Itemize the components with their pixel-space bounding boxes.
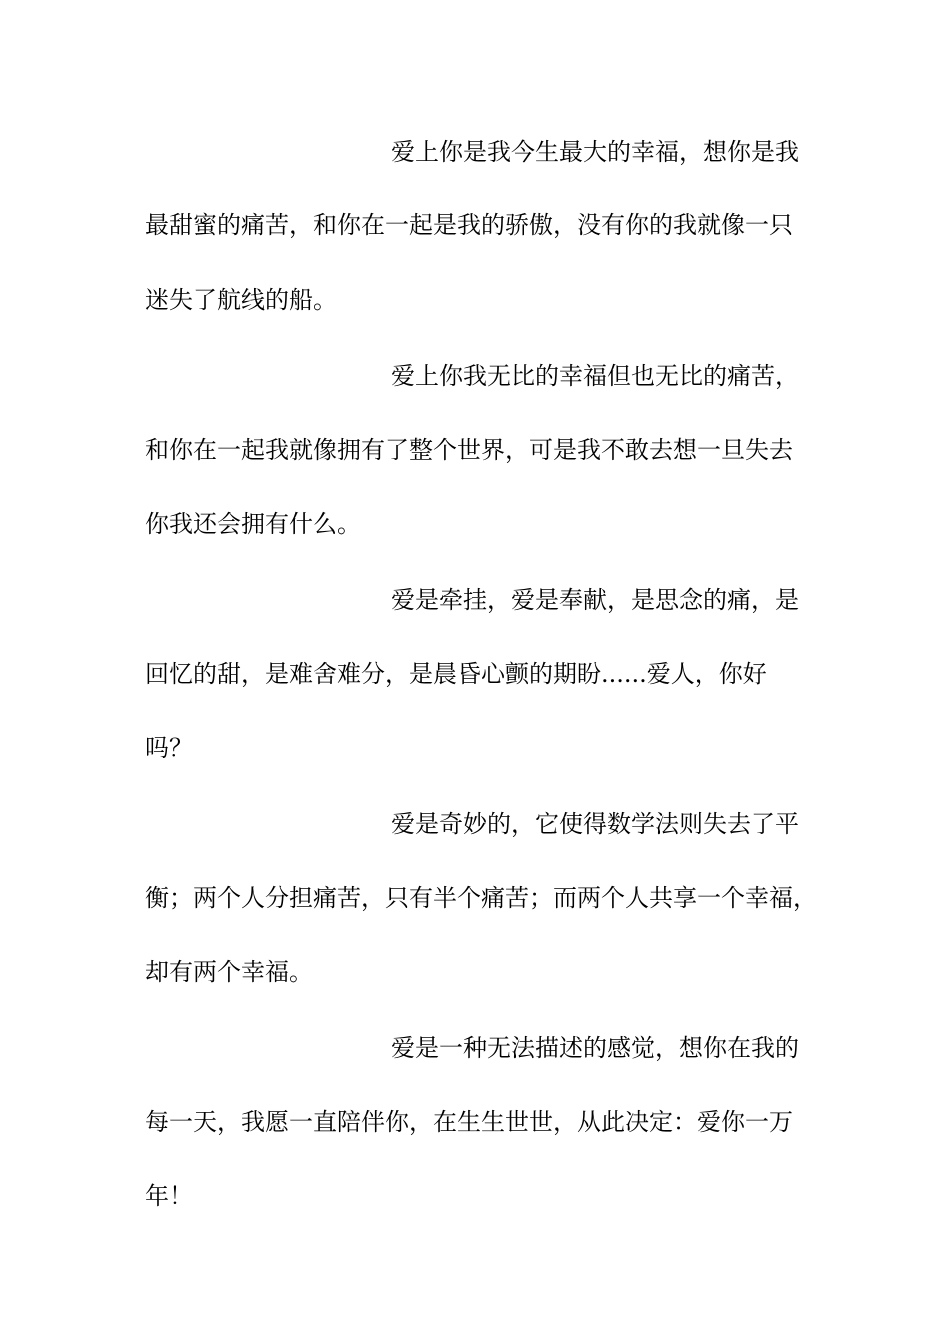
- paragraph-line: 迷失了航线的船。: [145, 286, 337, 314]
- paragraph-line: 年！: [145, 1182, 193, 1210]
- paragraph-line: 衡；两个人分担痛苦，只有半个痛苦；而两个人共享一个幸福，: [145, 884, 817, 912]
- paragraph-line: 吗？: [145, 734, 193, 762]
- paragraph-line: 爱上你我无比的幸福但也无比的痛苦，: [391, 362, 799, 390]
- paragraph-line: 回忆的甜，是难舍难分，是晨昏心颤的期盼......爱人，你好: [145, 660, 767, 688]
- paragraph-line: 最甜蜜的痛苦，和你在一起是我的骄傲，没有你的我就像一只: [145, 211, 793, 239]
- paragraph-line: 和你在一起我就像拥有了整个世界，可是我不敢去想一旦失去: [145, 436, 793, 464]
- paragraph-line: 爱是奇妙的，它使得数学法则失去了平: [391, 810, 799, 838]
- paragraph-line: 爱上你是我今生最大的幸福，想你是我: [391, 138, 799, 166]
- paragraph-line: 却有两个幸福。: [145, 958, 313, 986]
- paragraph-line: 每一天，我愿一直陪伴你，在生生世世，从此决定：爱你一万: [145, 1108, 793, 1136]
- paragraph-line: 你我还会拥有什么。: [145, 510, 361, 538]
- paragraph-line: 爱是一种无法描述的感觉，想你在我的: [391, 1034, 799, 1062]
- paragraph-line: 爱是牵挂，爱是奉献，是思念的痛，是: [391, 586, 799, 614]
